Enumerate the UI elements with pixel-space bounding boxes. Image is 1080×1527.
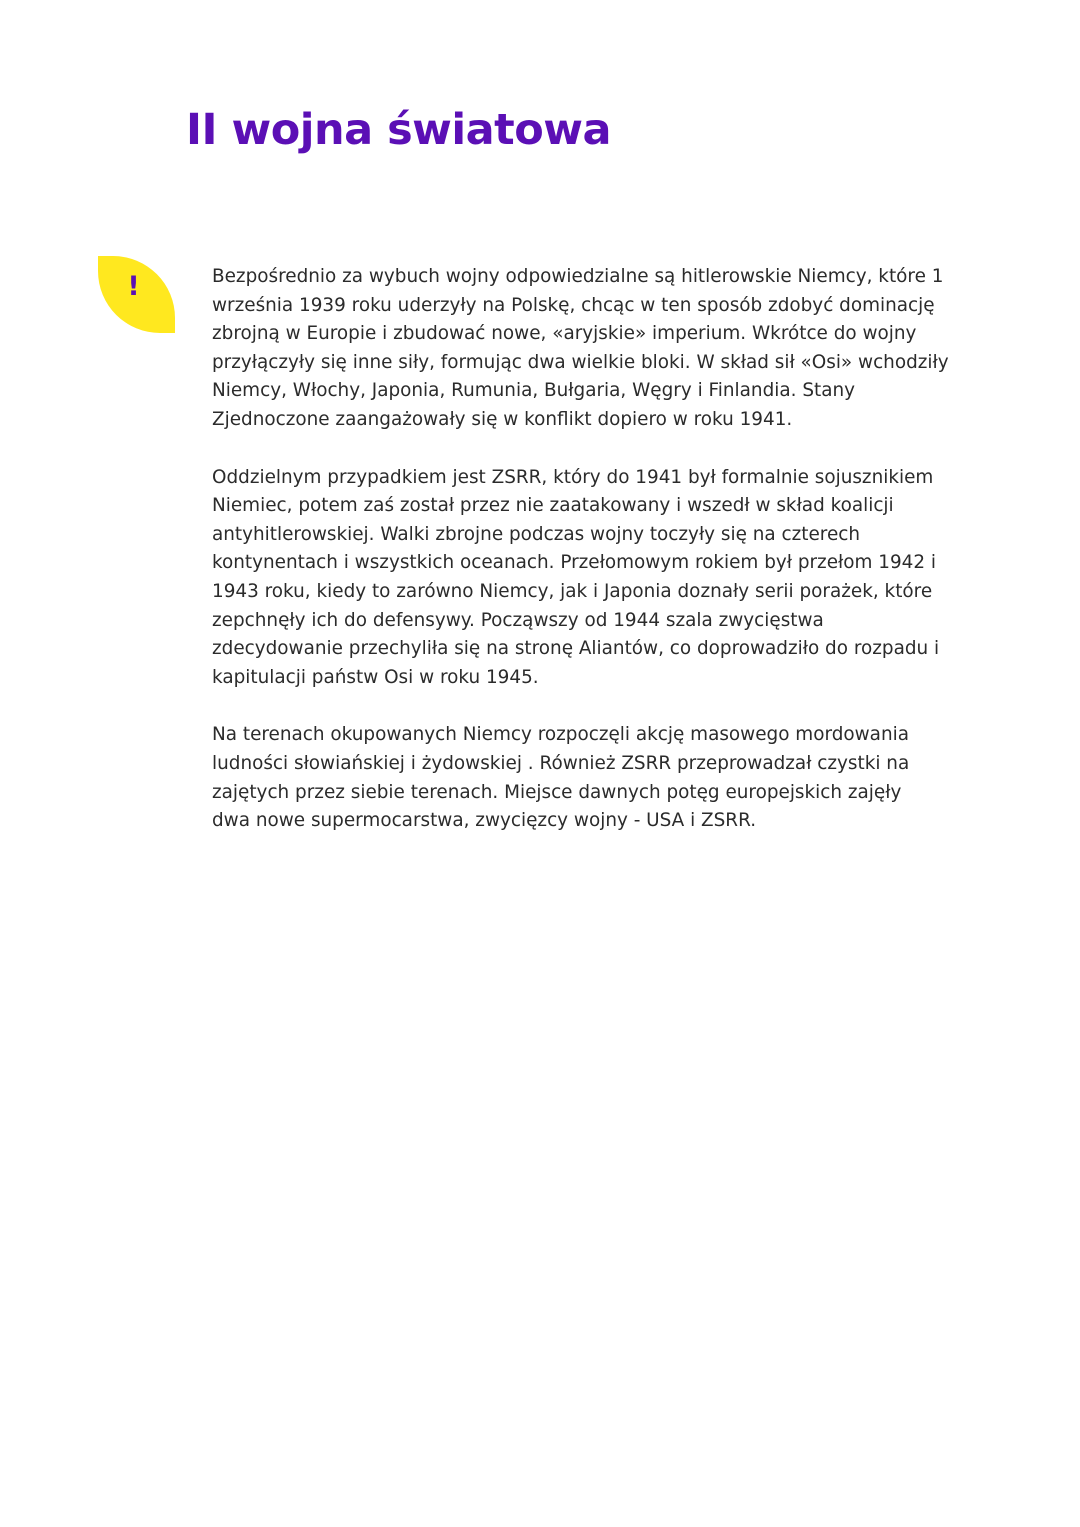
text-line: dwa nowe supermocarstwa, zwycięzcy wojny - USA i ZSRR. [212,810,757,832]
body-text [212,263,1012,865]
text-line: kapitulacji państw Osi w roku 1945. [212,666,539,688]
text-line: zajętych przez siebie terenach. Miejsce dawnych potęg europejskich zajęły [212,781,902,803]
text-line: ludności słowiańskiej i żydowskiej . Również ZSRR przeprowadzał czystki na [212,752,910,774]
text-line: antyhitlerowskiej. Walki zbrojne podczas wojny toczyły się na czterech [212,523,861,545]
text-line: września 1939 roku uderzyły na Polskę, chcąc w ten sposób zdobyć dominację [212,294,935,316]
paragraph-3 [212,721,1012,835]
paragraph-2 [212,464,1012,693]
text-line: zdecydowanie przechyliła się na stronę Aliantów, co doprowadziło do rozpadu i [212,638,940,660]
text-line: Niemcy, Włochy, Japonia, Rumunia, Bułgaria, Węgry i Finlandia. Stany [212,380,856,402]
text-line: przyłączyły się inne siły, formując dwa wielkie bloki. W skład sił «Osi» wchodziły [212,351,949,373]
text-line: Niemiec, potem zaś został przez nie zaatakowany i wszedł w skład koalicji [212,495,894,517]
paragraph-1 [212,263,1012,435]
text-line: Bezpośrednio za wybuch wojny odpowiedzialne są hitlerowskie Niemcy, które 1 [212,266,944,287]
exclamation-icon: ! [127,271,140,302]
text-line: zepchnęły ich do defensywy. Począwszy od 1944 szala zwycięstwa [212,609,824,631]
page-title: II wojna światowa [186,105,611,155]
text-line: Oddzielnym przypadkiem jest ZSRR, który do 1941 był formalnie sojusznikiem [212,466,934,488]
text-line: zbrojną w Europie i zbudować nowe, «aryjskie» imperium. Wkrótce do wojny [212,323,917,345]
text-line: Zjednoczone zaangażowały się w konflikt dopiero w roku 1941. [212,408,793,430]
text-line: kontynentach i wszystkich oceanach. Przełomowym rokiem był przełom 1942 i [212,552,937,574]
callout-badge [98,256,175,333]
text-line: 1943 roku, kiedy to zarówno Niemcy, jak i Japonia doznały serii porażek, które [212,580,933,602]
text-line: Na terenach okupowanych Niemcy rozpoczęli akcję masowego mordowania [212,724,909,746]
